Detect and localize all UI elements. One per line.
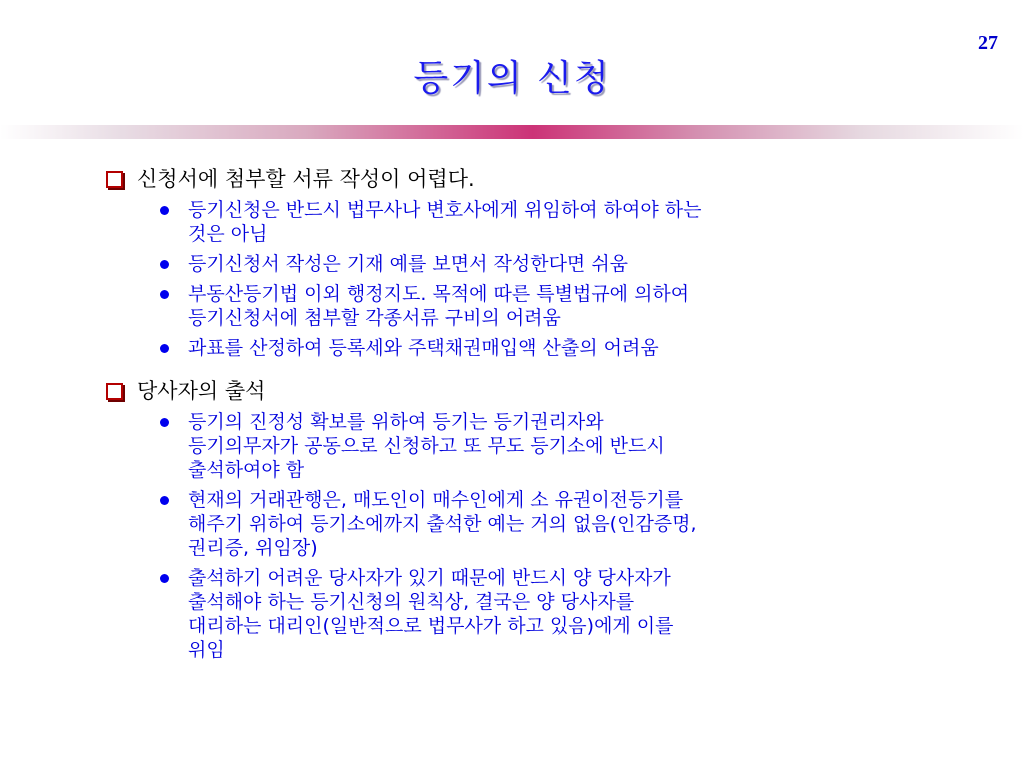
list-item	[160, 566, 964, 662]
title-divider	[0, 125, 1024, 139]
bullet-list	[104, 410, 964, 662]
bullet-dot-icon	[160, 290, 169, 299]
list-item-text: 등기신청서 작성은 기재 예를 보면서 작성한다면 쉬움	[188, 253, 629, 275]
bullet-dot-icon	[160, 260, 169, 269]
list-item	[160, 282, 964, 330]
bullet-dot-icon	[160, 496, 169, 505]
checkbox-bullet-icon	[106, 383, 123, 400]
list-item	[160, 410, 964, 482]
list-item-text: 출석하기 어려운 당사자가 있기 때문에 반드시 양 당사자가 출석해야 하는 등기신청의 원칙상, 결국은 양 당사자를 대리하는 대리인(일반적으로 법무사가 하고 있음)에게 이를 위임	[188, 567, 674, 661]
section-heading-text: 신청서에 첨부할 서류 작성이 어렵다.	[137, 167, 475, 191]
bullet-list	[104, 198, 964, 360]
checkbox-bullet-icon	[106, 171, 123, 188]
bullet-dot-icon	[160, 344, 169, 353]
slide-content	[104, 166, 964, 680]
page-number: 27	[978, 32, 998, 54]
section-heading	[104, 166, 964, 192]
list-item-text: 현재의 거래관행은, 매도인이 매수인에게 소 유권이전등기를 해주기 위하여 등기소에까지 출석한 예는 거의 없음(인감증명, 권리증, 위임장)	[188, 489, 697, 559]
section-document-preparation	[104, 166, 964, 360]
list-item-text: 과표를 산정하여 등록세와 주택채권매입액 산출의 어려움	[188, 337, 659, 359]
list-item	[160, 198, 964, 246]
slide-title: 등기의 신청	[413, 58, 611, 99]
list-item-text: 등기신청은 반드시 법무사나 변호사에게 위임하여 하여야 하는 것은 아님	[188, 199, 702, 245]
list-item-text: 부동산등기법 이외 행정지도. 목적에 따른 특별법규에 의하여 등기신청서에 첨부할 각종서류 구비의 어려움	[188, 283, 690, 329]
section-party-attendance	[104, 378, 964, 662]
list-item-text: 등기의 진정성 확보를 위하여 등기는 등기권리자와 등기의무자가 공동으로 신청하고 또 무도 등기소에 반드시 출석하여야 함	[188, 411, 665, 481]
section-heading-text: 당사자의 출석	[137, 379, 266, 403]
list-item	[160, 336, 964, 360]
section-heading	[104, 378, 964, 404]
list-item	[160, 488, 964, 560]
list-item	[160, 252, 964, 276]
bullet-dot-icon	[160, 418, 169, 427]
bullet-dot-icon	[160, 574, 169, 583]
bullet-dot-icon	[160, 206, 169, 215]
